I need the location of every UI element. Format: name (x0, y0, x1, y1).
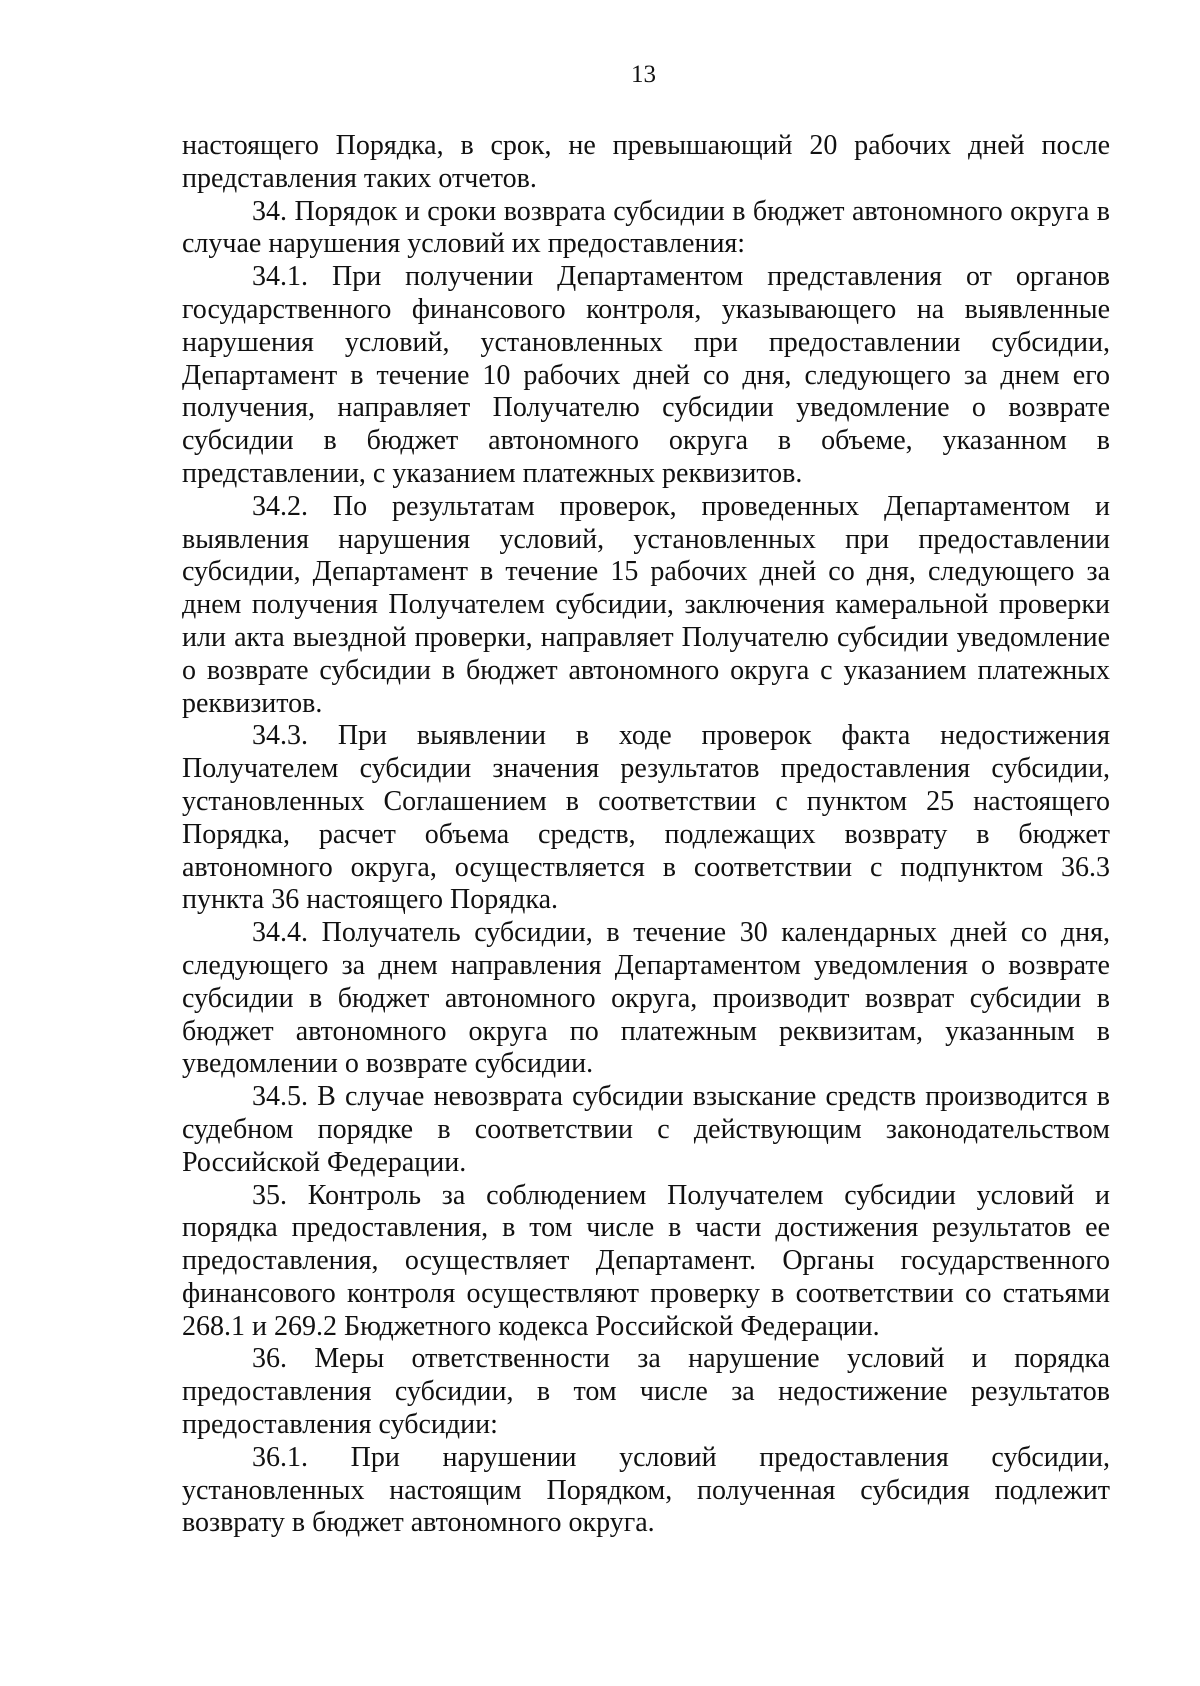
paragraph-36: 36. Меры ответственности за нарушение условий и порядка предоставления субсидии, в том числе за недостижение результатов предоставления субсидии: (182, 1343, 1110, 1441)
paragraph-34-5: 34.5. В случае невозврата субсидии взыскание средств производится в судебном порядке в соответствии с действующим законодательством Российской Федерации. (182, 1081, 1110, 1178)
paragraph-35: 35. Контроль за соблюдением Получателем субсидии условий и порядка предоставления, в том числе в части достижения результатов ее предоставления, осуществляет Департамент. Органы государственного финансового контроля осуществляют проверку в соответствии со статьями 268.1 и 269.2 Бюджетного кодекса Российской Федерации. (182, 1179, 1110, 1342)
paragraph-34-2: 34.2. По результатам проверок, проведенных Департаментом и выявления нарушения условий, установленных при предоставлении субсидии, Департамент в течение 15 рабочих дней со дня, следующего за днем получения Получателем субсидии, заключения камеральной проверки или акта выездной проверки, направляет Получателю субсидии уведомление о возврате субсидии в бюджет автономного округа с указанием платежных реквизитов. (182, 490, 1110, 719)
paragraph-continuation: настоящего Порядка, в срок, не превышающий 20 рабочих дней после представления таких отчетов. (182, 130, 1110, 194)
document-body (182, 130, 1110, 1540)
paragraph-34-3: 34.3. При выявлении в ходе проверок факта недостижения Получателем субсидии значения результатов предоставления субсидии, установленных Соглашением в соответствии с пунктом 25 настоящего Порядка, расчет объема средств, подлежащих возврату в бюджет автономного округа, осуществляется в соответствии с подпунктом 36.3 пункта 36 настоящего Порядка. (182, 720, 1110, 916)
paragraph-34-4: 34.4. Получатель субсидии, в течение 30 календарных дней со дня, следующего за днем направления Департаментом уведомления о возврате субсидии в бюджет автономного округа, производит возврат субсидии в бюджет автономного округа по платежным реквизитам, указанным в уведомлении о возврате субсидии. (182, 917, 1110, 1080)
paragraph-36-1: 36.1. При нарушении условий предоставления субсидии, установленных настоящим Порядком, полученная субсидия подлежит возврату в бюджет автономного округа. (182, 1441, 1110, 1539)
paragraph-34: 34. Порядок и сроки возврата субсидии в бюджет автономного округа в случае нарушения условий их предоставления: (182, 195, 1110, 260)
paragraph-34-1: 34.1. При получении Департаментом представления от органов государственного финансового контроля, указывающего на выявленные нарушения условий, установленных при предоставлении субсидии, Департамент в течение 10 рабочих дней со дня, следующего за днем его получения, направляет Получателю субсидии уведомление о возврате субсидии в бюджет автономного округа в объеме, указанном в представлении, с указанием платежных реквизитов. (182, 261, 1110, 489)
page-number: 13 (631, 61, 656, 88)
